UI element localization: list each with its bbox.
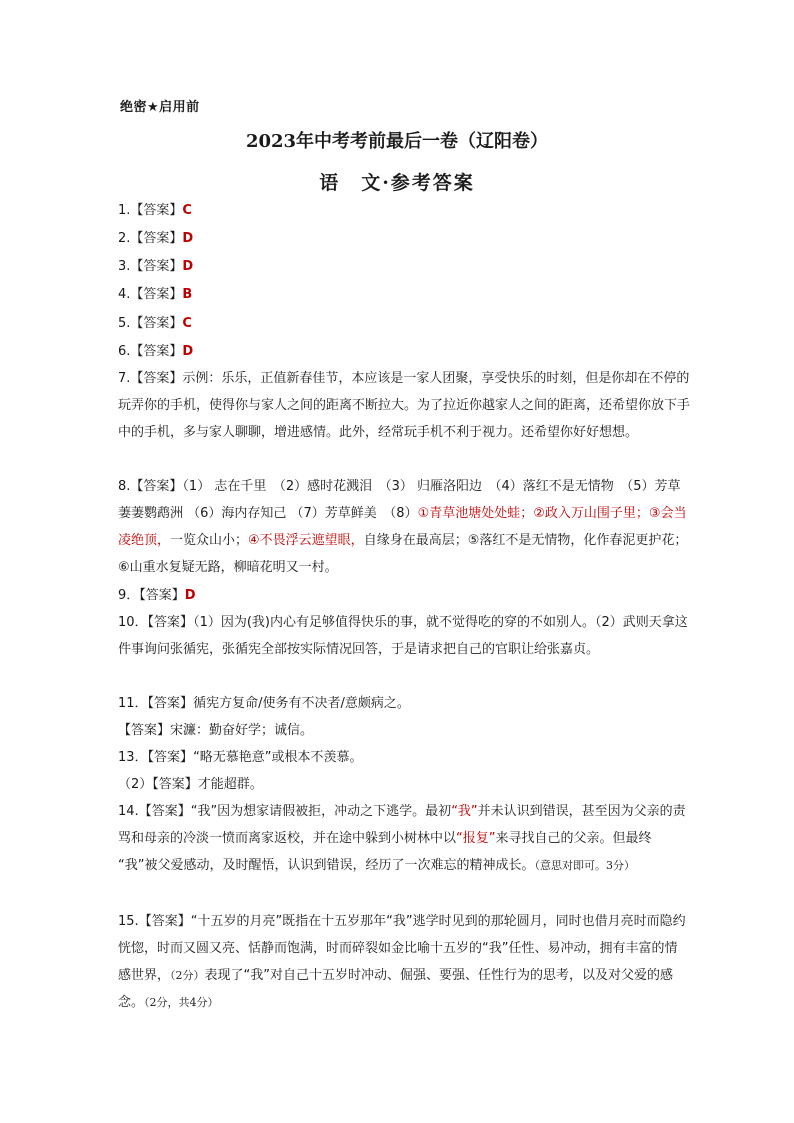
- answer-choice: D: [182, 344, 194, 359]
- score-note: （2分，共4分）: [144, 996, 219, 1009]
- answer-tag: 【答案】: [130, 316, 183, 331]
- answer-tag: 【答案】: [130, 479, 183, 494]
- answer-item-7: [118, 365, 690, 446]
- answer-tag: 【答案】: [118, 723, 171, 738]
- answer-text-highlight: “我”: [451, 804, 478, 819]
- page-title: 2023年中考考前最后一卷（辽阳卷）: [245, 131, 549, 152]
- answer-text: 一览众山小；: [170, 533, 249, 548]
- answer-tag: 【答案】: [130, 371, 183, 386]
- score-note: （2分）: [170, 969, 205, 982]
- answer-tag: 【答案】: [130, 344, 183, 359]
- answer-tag: 【答案】: [138, 914, 191, 929]
- answer-text-highlight: ④不畏浮云遮望眼，: [248, 533, 364, 548]
- question-number: （2）: [118, 777, 153, 792]
- question-number: 9．: [118, 588, 140, 603]
- question-number: 14.: [118, 804, 139, 819]
- answer-item-4: [118, 285, 690, 304]
- answer-item-14: [118, 798, 690, 879]
- question-number: 2.: [118, 231, 131, 246]
- answer-text-highlight: ①青草池塘处处蛙；②政入万山围子里；③会当凌绝顶，: [118, 506, 687, 548]
- question-number: 1.: [118, 203, 131, 218]
- question-number: 8.: [118, 479, 131, 494]
- answer-item-1: [118, 201, 690, 220]
- question-number: 11．: [118, 696, 148, 711]
- answer-choice: B: [182, 287, 193, 302]
- answer-item-12: [118, 721, 690, 740]
- answer-text: 表现了“我”对自己十五岁时冲动、倔强、要强、任性行为的思考，以及对父爱的感念。: [118, 968, 673, 1010]
- answer-text: （1） 志在千里 （2）感时花溅泪 （3） 归雁洛阳边 （4）落红不是无情物 （5）芳草萋萋鹦鹉洲 （6）海内存知己 （7）芳草鲜美 （8）: [118, 479, 681, 521]
- answer-choice: C: [182, 316, 192, 331]
- answer-tag: 【答案】: [147, 615, 194, 630]
- answer-item-8: [118, 473, 690, 581]
- answer-tag: 【答案】: [139, 588, 185, 603]
- answer-text-highlight: “报复”: [456, 831, 496, 846]
- answer-text: “我”因为想家请假被拒，冲动之下逃学。最初: [190, 804, 452, 819]
- answer-tag: 【答案】: [152, 777, 198, 792]
- confidential-mark: 绝密★启用前: [120, 100, 200, 115]
- answer-item-2: [118, 229, 690, 248]
- answer-item-6: [118, 342, 690, 361]
- answer-text: 宋濂：勤奋好学；诚信。: [170, 723, 314, 738]
- answer-item-13-sub: [118, 775, 690, 794]
- answer-item-13: [118, 748, 690, 767]
- answer-item-9: [118, 586, 690, 605]
- question-number: 7.: [118, 371, 131, 386]
- page-subtitle: 语 文·参考答案: [319, 172, 475, 194]
- answer-text: 并未认识到错误，甚至因为父亲的责骂和母亲的冷淡一愤而离家返校，并在途中躲到小树林中以: [118, 804, 686, 846]
- question-number: 15.: [118, 914, 139, 929]
- answer-choice: D: [182, 231, 194, 246]
- question-number: 13．: [118, 750, 148, 765]
- answer-text: （1）因为(我)内心有足够值得快乐的事，就不觉得吃的穿的不如别人。（2）武则天拿这件事询问张循宪，张循宪全部按实际情况回答，于是请求把自己的官职让给张嘉贞。: [118, 615, 688, 657]
- answer-tag: 【答案】: [130, 203, 183, 218]
- answer-tag: 【答案】: [130, 287, 183, 302]
- answer-tag: 【答案】: [130, 259, 183, 274]
- answer-item-5: [118, 314, 690, 333]
- answer-choice: D: [184, 588, 196, 603]
- question-number: 6.: [118, 344, 131, 359]
- answer-text: 自缘身在最高层；⑤落红不是无情物，化作春泥更护花；⑥山重水复疑无路，柳暗花明又一村。: [118, 533, 688, 575]
- answer-tag: 【答案】: [130, 231, 183, 246]
- answer-tag: 【答案】: [138, 804, 191, 819]
- answer-text: 才能超群。: [197, 777, 263, 792]
- answer-text: “十五岁的月亮”既指在十五岁那年“我”逃学时见到的那轮圆月，同时也借月亮时而隐约恍惚，时而又圆又亮、恬静而饱满，时而碎裂如金比喻十五岁的“我”任性、易冲动，拥有丰富的情感世界，: [118, 914, 686, 983]
- answer-choice: D: [182, 259, 194, 274]
- question-number: 10．: [118, 615, 148, 630]
- answer-text: 循宪方复命/使务有不决者/意颇病之。: [193, 696, 410, 711]
- question-number: 5.: [118, 316, 131, 331]
- answer-choice: C: [182, 203, 192, 218]
- answer-tag: 【答案】: [147, 696, 194, 711]
- score-note: （意思对即可。3分）: [534, 859, 635, 872]
- answer-item-10: [118, 609, 690, 663]
- question-number: 4.: [118, 287, 131, 302]
- answer-item-3: [118, 257, 690, 276]
- answer-item-15: [118, 908, 690, 1016]
- answer-text: “略无慕艳意”或根本不羡慕。: [193, 750, 363, 765]
- answer-text: 来寻找自己的父亲。但最终 “我”被父爱感动，及时醒悟，认识到错误，经历了一次难忘的精神成长。: [118, 831, 652, 873]
- question-number: 3.: [118, 259, 131, 274]
- answer-tag: 【答案】: [147, 750, 194, 765]
- answer-item-11: [118, 694, 690, 713]
- answer-text: 示例：乐乐，正值新春佳节，本应该是一家人团聚，享受快乐的时刻，但是你却在不停的玩弄你的手机，使得你与家人之间的距离不断拉大。为了拉近你越家人之间的距离，还希望你放下手中的手机，多与家人聊聊，增进感情。此外，经常玩手机不利于视力。还希望你好好想想。: [118, 371, 691, 440]
